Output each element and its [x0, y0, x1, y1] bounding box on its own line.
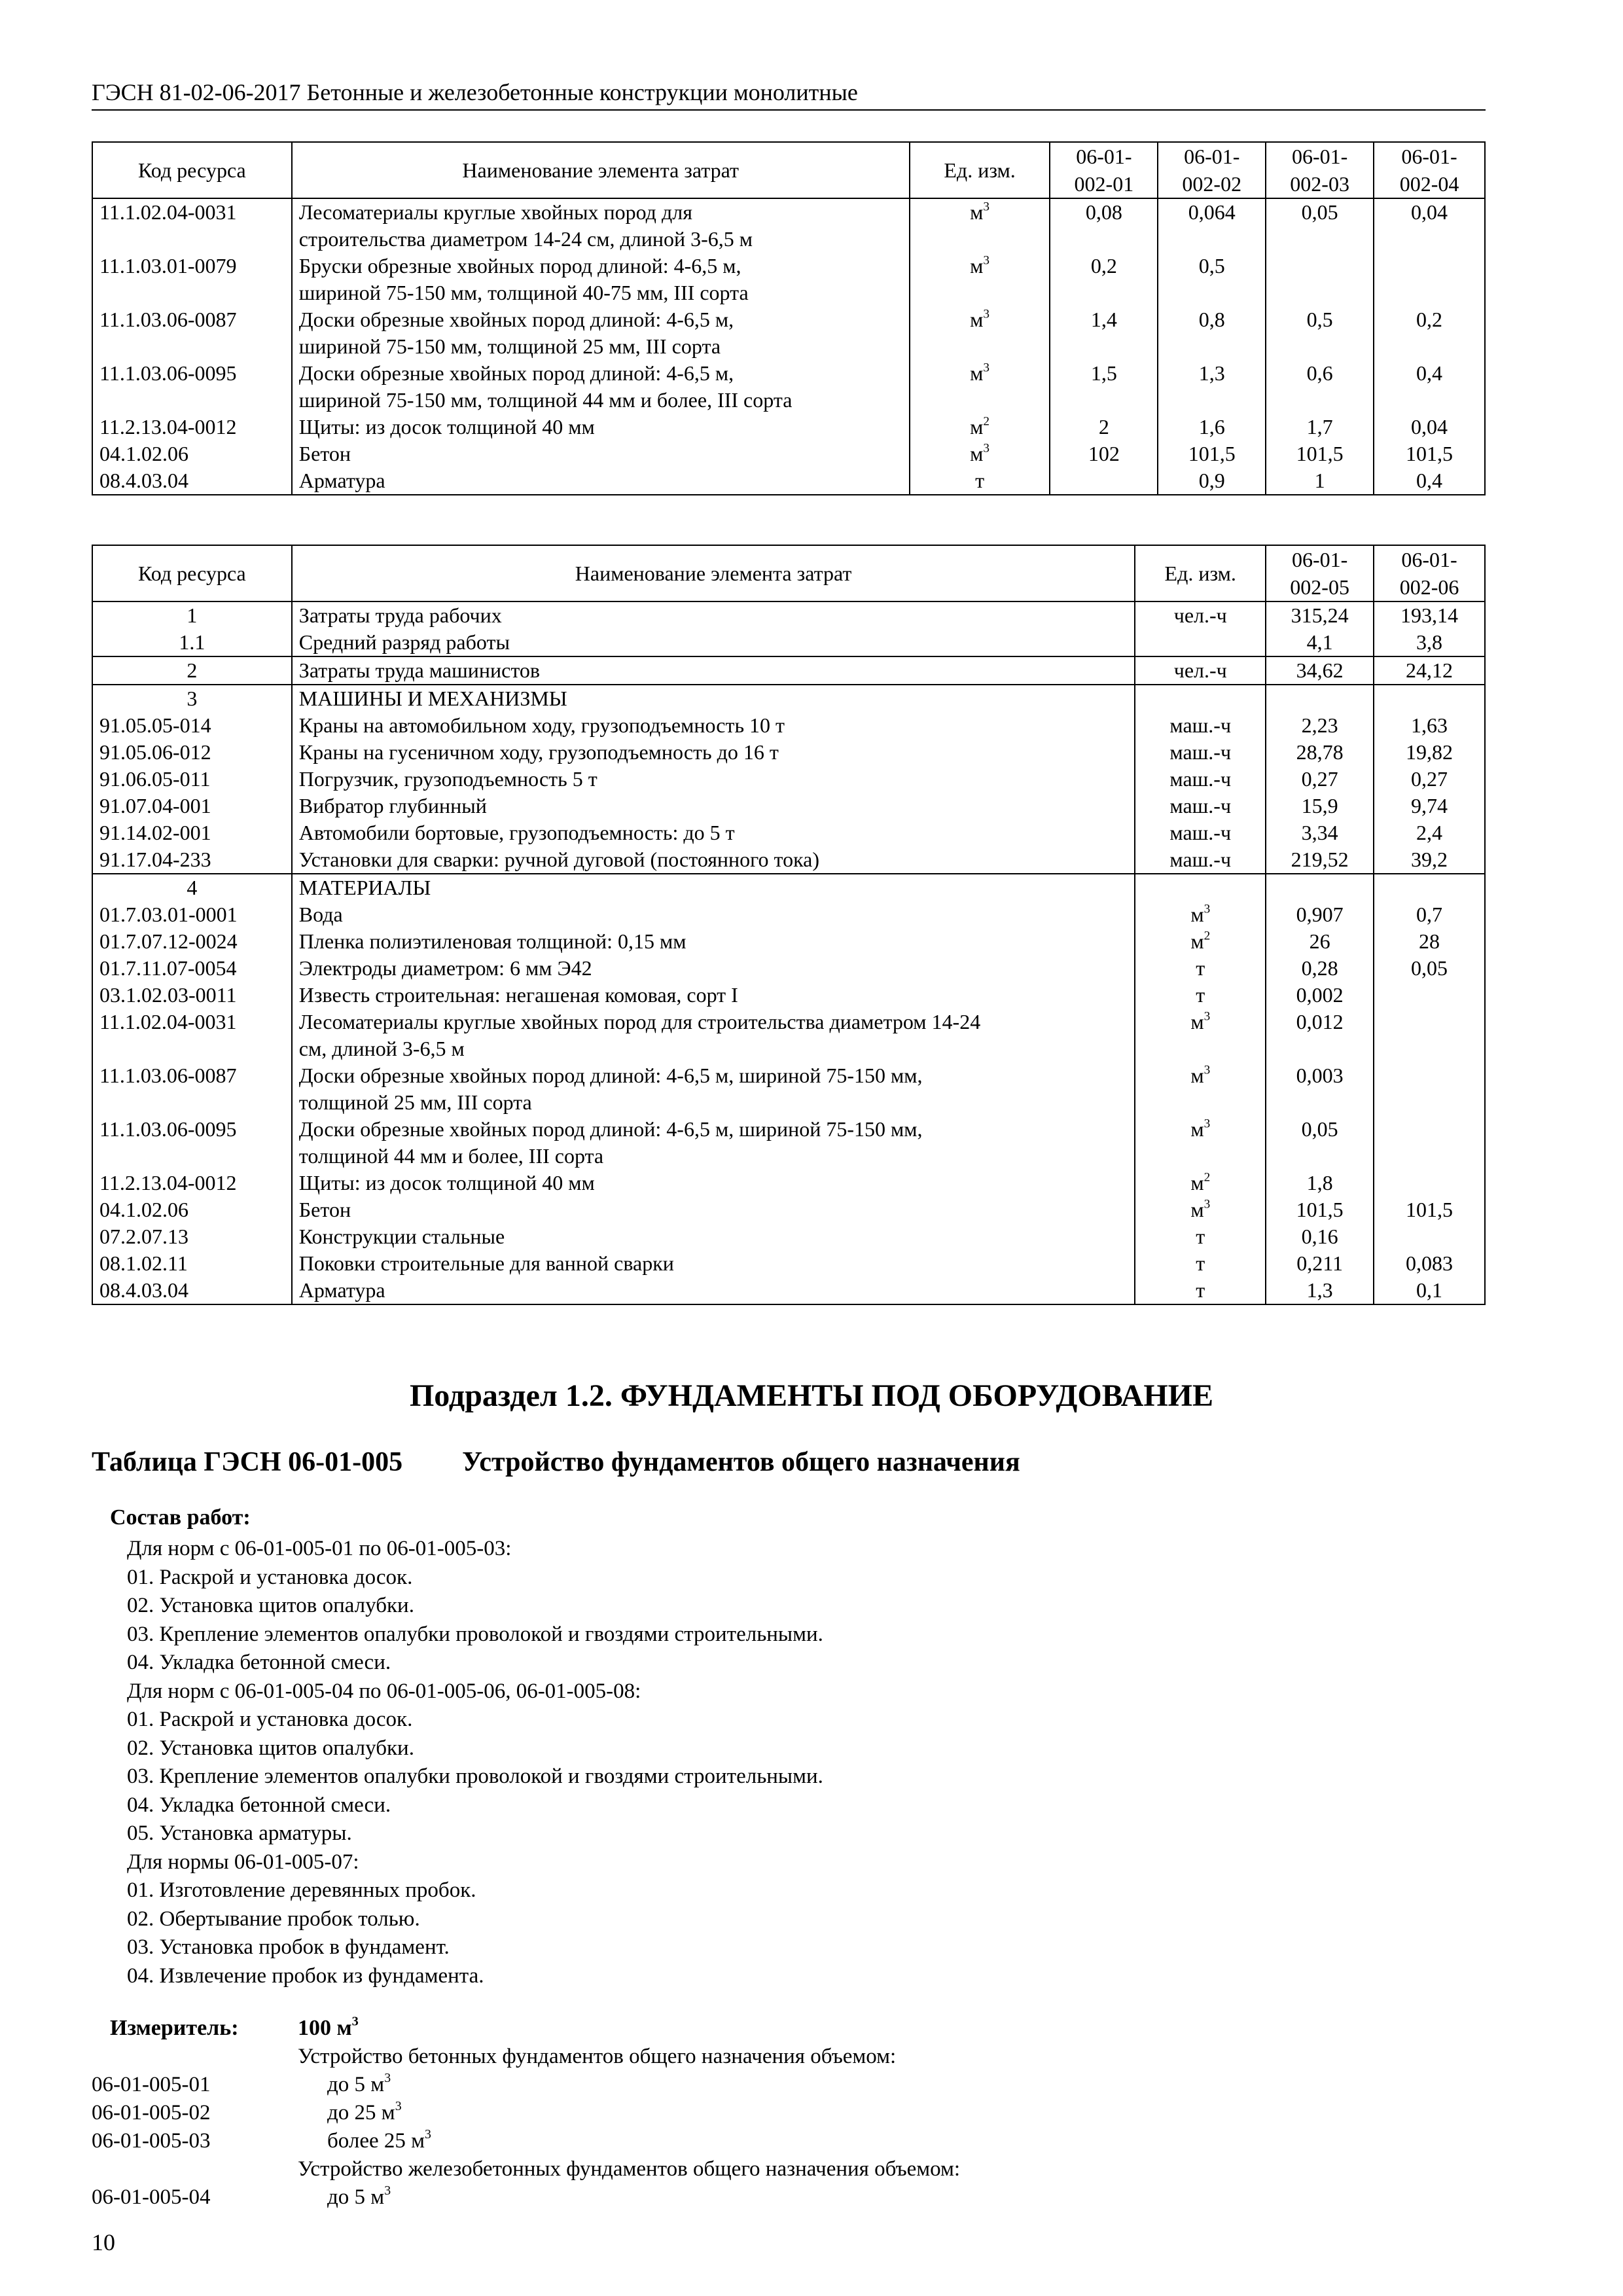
table-row — [92, 198, 1485, 253]
value-cell: 101,5 — [1158, 440, 1266, 467]
table-row — [92, 955, 1485, 982]
table-row — [92, 1223, 1485, 1250]
value-cell — [1374, 982, 1485, 1009]
norm-superscript: 3 — [384, 2071, 391, 2086]
unit-superscript: 3 — [983, 441, 990, 456]
work-step: 01. Изготовление деревянных пробок. — [127, 1878, 476, 1902]
resource-name: Доски обрезные хвойных пород длиной: 4-6,5 м, шириной 75-150 мм, толщиной 44 мм и более, III сорта — [292, 1116, 1135, 1170]
value-cell: 0,27 — [1266, 766, 1374, 793]
column-header: Ед. изм. — [910, 142, 1050, 198]
table-row — [92, 766, 1485, 793]
resource-code: 91.17.04-233 — [92, 846, 292, 874]
column-header: 06-01- 002-06 — [1374, 545, 1485, 601]
unit-cell — [1135, 928, 1266, 955]
resource-code: 08.4.03.04 — [92, 1277, 292, 1304]
norm-text: до 5 м — [327, 2185, 385, 2209]
resource-code: 11.1.03.06-0087 — [92, 306, 292, 360]
value-cell — [1374, 1009, 1485, 1062]
unit-cell — [1135, 712, 1266, 739]
unit-cell — [1135, 601, 1266, 629]
value-cell: 2 — [1050, 414, 1158, 440]
work-step: 03. Крепление элементов опалубки проволокой и гвоздями строительными. — [127, 1765, 823, 1788]
resource-code: 91.07.04-001 — [92, 793, 292, 819]
column-header: 06-01- 002-01 — [1050, 142, 1158, 198]
resource-name: Арматура — [292, 1277, 1135, 1304]
table-title — [92, 1446, 1020, 1478]
unit-cell — [1135, 874, 1266, 901]
resource-code: 08.4.03.04 — [92, 467, 292, 495]
value-cell: 1,63 — [1374, 712, 1485, 739]
resource-code: 11.1.02.04-0031 — [92, 198, 292, 253]
unit-cell — [910, 198, 1050, 253]
column-header: 06-01- 002-05 — [1266, 545, 1374, 601]
header-rule — [92, 109, 1486, 111]
unit-cell — [1135, 739, 1266, 766]
work-step: 03. Установка пробок в фундамент. — [127, 1935, 450, 1959]
value-cell — [1374, 1170, 1485, 1196]
resource-code: 91.05.06-012 — [92, 739, 292, 766]
resource-code: 11.2.13.04-0012 — [92, 414, 292, 440]
value-cell: 2,4 — [1374, 819, 1485, 846]
unit-text: м — [970, 442, 984, 465]
value-cell: 0,211 — [1266, 1250, 1374, 1277]
table-row — [92, 1277, 1485, 1304]
value-cell: 0,2 — [1374, 306, 1485, 360]
column-header: 06-01- 002-03 — [1266, 142, 1374, 198]
unit-cell — [1135, 955, 1266, 982]
value-cell — [1374, 1116, 1485, 1170]
value-cell: 4,1 — [1266, 629, 1374, 656]
value-cell: 0,1 — [1374, 1277, 1485, 1304]
table-row — [92, 819, 1485, 846]
unit-cell — [1135, 1116, 1266, 1170]
unit-cell — [910, 467, 1050, 495]
resource-code: 11.1.03.01-0079 — [92, 253, 292, 306]
value-cell: 0,05 — [1266, 1116, 1374, 1170]
unit-text: м — [1190, 1064, 1204, 1087]
table-row — [92, 901, 1485, 928]
value-cell: 102 — [1050, 440, 1158, 467]
table-row — [92, 793, 1485, 819]
unit-superscript: 3 — [983, 307, 990, 321]
unit-cell — [1135, 1170, 1266, 1196]
norm-code: 06-01-005-03 — [92, 2129, 211, 2153]
resource-name: Средний разряд работы — [292, 629, 1135, 656]
resource-name: МАШИНЫ И МЕХАНИЗМЫ — [292, 685, 1135, 712]
norm-code: 06-01-005-01 — [92, 2073, 211, 2096]
work-composition-list — [127, 1535, 823, 1990]
resource-code: 91.14.02-001 — [92, 819, 292, 846]
resource-name: Щиты: из досок толщиной 40 мм — [292, 414, 910, 440]
table-row — [92, 656, 1485, 685]
value-cell: 0,064 — [1158, 198, 1266, 253]
work-step: 01. Раскрой и установка досок. — [127, 1565, 413, 1589]
table-row — [92, 928, 1485, 955]
resource-code: 11.2.13.04-0012 — [92, 1170, 292, 1196]
norm-text: до 5 м — [327, 2073, 385, 2096]
resource-name: МАТЕРИАЛЫ — [292, 874, 1135, 901]
resource-code: 01.7.03.01-0001 — [92, 901, 292, 928]
table-row — [92, 1250, 1485, 1277]
unit-text: маш.-ч — [1169, 821, 1232, 844]
table-row — [92, 1116, 1485, 1170]
resource-name: Краны на гусеничном ходу, грузоподъемность до 16 т — [292, 739, 1135, 766]
value-cell: 15,9 — [1266, 793, 1374, 819]
value-cell — [1374, 1062, 1485, 1116]
unit-text: м — [970, 200, 984, 224]
resource-name: Известь строительная: негашеная комовая, сорт I — [292, 982, 1135, 1009]
unit-superscript: 3 — [1204, 1063, 1211, 1077]
resource-code: 01.7.11.07-0054 — [92, 955, 292, 982]
unit-cell — [1135, 982, 1266, 1009]
value-cell: 28 — [1374, 928, 1485, 955]
column-header: 06-01- 002-04 — [1374, 142, 1485, 198]
value-cell: 101,5 — [1266, 1196, 1374, 1223]
value-cell: 0,08 — [1050, 198, 1158, 253]
resource-name: Установки для сварки: ручной дуговой (постоянного тока) — [292, 846, 1135, 874]
resource-name: Бетон — [292, 440, 910, 467]
value-cell: 101,5 — [1374, 1196, 1485, 1223]
table-row — [92, 846, 1485, 874]
work-step: 04. Укладка бетонной смеси. — [127, 1651, 391, 1674]
unit-superscript: 3 — [983, 361, 990, 375]
value-cell: 0,16 — [1266, 1223, 1374, 1250]
value-cell: 1,5 — [1050, 360, 1158, 414]
value-cell: 0,04 — [1374, 414, 1485, 440]
resource-name: Доски обрезные хвойных пород длиной: 4-6,5 м, шириной 75-150 мм, толщиной 44 мм и более, III сорта — [292, 360, 910, 414]
resource-name: Вода — [292, 901, 1135, 928]
unit-superscript: 3 — [1204, 1197, 1211, 1211]
value-cell: 0,7 — [1374, 901, 1485, 928]
resource-name: Бруски обрезные хвойных пород длиной: 4-6,5 м, шириной 75-150 мм, толщиной 40-75 мм, III сорта — [292, 253, 910, 306]
unit-cell — [1135, 685, 1266, 712]
value-cell — [1050, 467, 1158, 495]
unit-cell — [1135, 629, 1266, 656]
unit-cell — [1135, 819, 1266, 846]
resource-name: Конструкции стальные — [292, 1223, 1135, 1250]
resource-code: 07.2.07.13 — [92, 1223, 292, 1250]
value-cell: 34,62 — [1266, 656, 1374, 685]
table-row — [92, 360, 1485, 414]
value-cell: 1,8 — [1266, 1170, 1374, 1196]
unit-text: маш.-ч — [1169, 713, 1232, 737]
value-cell: 39,2 — [1374, 846, 1485, 874]
value-cell: 0,083 — [1374, 1250, 1485, 1277]
resource-name: Краны на автомобильном ходу, грузоподъемность 10 т — [292, 712, 1135, 739]
value-cell: 0,05 — [1374, 955, 1485, 982]
value-cell: 101,5 — [1374, 440, 1485, 467]
value-cell: 0,27 — [1374, 766, 1485, 793]
value-cell: 0,6 — [1266, 360, 1374, 414]
table-row — [92, 712, 1485, 739]
unit-text: м — [1190, 903, 1204, 926]
resource-code: 1.1 — [92, 629, 292, 656]
unit-cell — [1135, 1223, 1266, 1250]
norm-description — [298, 2045, 896, 2069]
resource-name: Бетон — [292, 1196, 1135, 1223]
column-header: 06-01- 002-02 — [1158, 142, 1266, 198]
value-cell: 1,6 — [1158, 414, 1266, 440]
work-step: Для норм с 06-01-005-04 по 06-01-005-06, 06-01-005-08: — [127, 1679, 641, 1703]
table-row — [92, 306, 1485, 360]
unit-superscript: 2 — [1204, 929, 1211, 943]
resource-code: 11.1.03.06-0095 — [92, 1116, 292, 1170]
measurer-label: Измеритель: — [110, 2016, 239, 2040]
value-cell: 19,82 — [1374, 739, 1485, 766]
unit-cell — [910, 440, 1050, 467]
value-cell: 0,012 — [1266, 1009, 1374, 1062]
column-header: Код ресурса — [92, 545, 292, 601]
resource-name: Доски обрезные хвойных пород длиной: 4-6,5 м, шириной 75-150 мм, толщиной 25 мм, III сорта — [292, 1062, 1135, 1116]
value-cell: 219,52 — [1266, 846, 1374, 874]
norm-description — [298, 2157, 960, 2181]
table-row — [92, 440, 1485, 467]
unit-text: м — [970, 415, 984, 439]
value-cell: 0,04 — [1374, 198, 1485, 253]
value-cell — [1266, 253, 1374, 306]
measurer-value: 100 $м^3$ — [298, 2014, 359, 2040]
unit-text: м — [1190, 1198, 1204, 1221]
norm-superscript: 3 — [425, 2127, 431, 2142]
work-step: 01. Раскрой и установка досок. — [127, 1708, 413, 1731]
unit-cell — [1135, 1250, 1266, 1277]
value-cell: 2,23 — [1266, 712, 1374, 739]
work-step: 04. Извлечение пробок из фундамента. — [127, 1964, 484, 1988]
resource-name: Затраты труда рабочих — [292, 601, 1135, 629]
unit-superscript: 3 — [983, 200, 990, 214]
resource-code: 91.05.05-014 — [92, 712, 292, 739]
page-number: 10 — [92, 2229, 115, 2255]
unit-cell — [910, 253, 1050, 306]
unit-text: м — [1190, 1117, 1204, 1141]
resource-code: 11.1.03.06-0095 — [92, 360, 292, 414]
value-cell: 28,78 — [1266, 739, 1374, 766]
norm-code: 06-01-005-04 — [92, 2185, 211, 2209]
norm-text: более 25 м — [327, 2129, 425, 2153]
value-cell: 24,12 — [1374, 656, 1485, 685]
table-row — [92, 1009, 1485, 1062]
resource-code: 01.7.07.12-0024 — [92, 928, 292, 955]
value-cell: 1,4 — [1050, 306, 1158, 360]
value-cell: 1 — [1266, 467, 1374, 495]
unit-text: т — [1196, 983, 1205, 1007]
value-cell: 193,14 — [1374, 601, 1485, 629]
column-header: Ед. изм. — [1135, 545, 1266, 601]
work-step: 02. Установка щитов опалубки. — [127, 1736, 414, 1760]
table-row — [92, 253, 1485, 306]
resource-code: 04.1.02.06 — [92, 440, 292, 467]
unit-text: т — [1196, 956, 1205, 980]
unit-cell — [1135, 1196, 1266, 1223]
unit-cell — [1135, 766, 1266, 793]
table-row — [92, 467, 1485, 495]
value-cell: 0,003 — [1266, 1062, 1374, 1116]
resource-name: Вибратор глубинный — [292, 793, 1135, 819]
unit-text: м — [1190, 929, 1204, 953]
column-header: Наименование элемента затрат — [292, 545, 1135, 601]
resource-name: Арматура — [292, 467, 910, 495]
resource-code: 11.1.02.04-0031 — [92, 1009, 292, 1062]
subsection-title: Подраздел 1.2. ФУНДАМЕНТЫ ПОД ОБОРУДОВАНИЕ — [409, 1378, 1214, 1413]
table-row — [92, 1062, 1485, 1116]
resource-code: 08.1.02.11 — [92, 1250, 292, 1277]
unit-text: т — [1196, 1225, 1205, 1248]
resource-table-2 — [92, 545, 1486, 1305]
unit-text: м — [970, 254, 984, 278]
work-step: 02. Установка щитов опалубки. — [127, 1594, 414, 1617]
resource-name: Автомобили бортовые, грузоподъемность: до 5 т — [292, 819, 1135, 846]
unit-superscript: 2 — [983, 414, 990, 429]
value-cell: 0,4 — [1374, 360, 1485, 414]
unit-cell — [1135, 1062, 1266, 1116]
resource-code: 1 — [92, 601, 292, 629]
work-composition-heading: Состав работ: — [110, 1505, 251, 1530]
unit-superscript: 2 — [1204, 1170, 1211, 1185]
unit-text: чел.-ч — [1173, 603, 1227, 627]
resource-code: 03.1.02.03-0011 — [92, 982, 292, 1009]
norm-description — [327, 2129, 431, 2153]
resource-name: Пленка полиэтиленовая толщиной: 0,15 мм — [292, 928, 1135, 955]
value-cell: 0,8 — [1158, 306, 1266, 360]
resource-name: Электроды диаметром: 6 мм Э42 — [292, 955, 1135, 982]
unit-superscript: 3 — [1204, 902, 1211, 916]
column-header: Наименование элемента затрат — [292, 142, 910, 198]
resource-code: 2 — [92, 656, 292, 685]
norm-text: Устройство бетонных фундаментов общего назначения объемом: — [298, 2045, 897, 2068]
unit-text: м — [970, 308, 984, 331]
table-row — [92, 414, 1485, 440]
unit-superscript: 3 — [1204, 1009, 1211, 1024]
value-cell: 101,5 — [1266, 440, 1374, 467]
value-cell: 0,28 — [1266, 955, 1374, 982]
unit-text: маш.-ч — [1169, 794, 1232, 817]
table-title-text: Устройство фундаментов общего назначения — [462, 1447, 1020, 1477]
value-cell: 0,5 — [1158, 253, 1266, 306]
work-step: 02. Обертывание пробок толью. — [127, 1907, 420, 1931]
unit-superscript: 3 — [1204, 1117, 1211, 1131]
unit-text: чел.-ч — [1173, 658, 1227, 682]
unit-cell — [910, 414, 1050, 440]
norm-text: до 25 м — [327, 2101, 395, 2125]
resource-name: Лесоматериалы круглые хвойных пород для строительства диаметром 14-24 см, длиной 3-6,5 м — [292, 1009, 1135, 1062]
value-cell: 9,74 — [1374, 793, 1485, 819]
value-cell: 1,7 — [1266, 414, 1374, 440]
value-cell: 1,3 — [1266, 1277, 1374, 1304]
value-cell — [1266, 874, 1374, 901]
resource-name: Затраты труда машинистов — [292, 656, 1135, 685]
resource-table-1 — [92, 141, 1486, 495]
table-row — [92, 1170, 1485, 1196]
resource-name: Щиты: из досок толщиной 40 мм — [292, 1170, 1135, 1196]
value-cell: 3,34 — [1266, 819, 1374, 846]
value-cell: 0,05 — [1266, 198, 1374, 253]
running-header: ГЭСН 81-02-06-2017 Бетонные и железобетонные конструкции монолитные — [92, 79, 858, 105]
value-cell: 0,5 — [1266, 306, 1374, 360]
work-step: 04. Укладка бетонной смеси. — [127, 1793, 391, 1817]
work-step: Для норм с 06-01-005-01 по 06-01-005-03: — [127, 1537, 512, 1560]
work-step: 05. Установка арматуры. — [127, 1821, 352, 1845]
table-row — [92, 874, 1485, 901]
unit-text: маш.-ч — [1169, 740, 1232, 764]
table-row — [92, 739, 1485, 766]
value-cell: 0,907 — [1266, 901, 1374, 928]
unit-cell — [1135, 901, 1266, 928]
value-cell: 0,4 — [1374, 467, 1485, 495]
unit-cell — [1135, 1009, 1266, 1062]
value-cell: 3,8 — [1374, 629, 1485, 656]
norm-description — [327, 2101, 402, 2125]
work-step: Для нормы 06-01-005-07: — [127, 1850, 359, 1874]
table-row — [92, 601, 1485, 629]
value-cell — [1374, 874, 1485, 901]
value-cell — [1266, 685, 1374, 712]
resource-code: 04.1.02.06 — [92, 1196, 292, 1223]
resource-name: Поковки строительные для ванной сварки — [292, 1250, 1135, 1277]
unit-text: т — [1196, 1251, 1205, 1275]
resource-name: Лесоматериалы круглые хвойных пород для строительства диаметром 14-24 см, длиной 3-6,5 м — [292, 198, 910, 253]
unit-text: маш.-ч — [1169, 848, 1232, 871]
value-cell: 0,2 — [1050, 253, 1158, 306]
unit-cell — [910, 360, 1050, 414]
unit-cell — [910, 306, 1050, 360]
norm-superscript: 3 — [395, 2099, 402, 2114]
norm-text: Устройство железобетонных фундаментов общего назначения объемом: — [298, 2157, 961, 2181]
column-header: Код ресурса — [92, 142, 292, 198]
unit-cell — [1135, 656, 1266, 685]
resource-code: 4 — [92, 874, 292, 901]
unit-text: т — [975, 469, 985, 492]
resource-code: 11.1.03.06-0087 — [92, 1062, 292, 1116]
value-cell — [1374, 253, 1485, 306]
norm-description — [327, 2073, 391, 2097]
unit-text: м — [970, 361, 984, 385]
resource-name: Доски обрезные хвойных пород длиной: 4-6,5 м, шириной 75-150 мм, толщиной 25 мм, III сорта — [292, 306, 910, 360]
unit-text: т — [1196, 1278, 1205, 1302]
unit-cell — [1135, 793, 1266, 819]
value-cell: 1,3 — [1158, 360, 1266, 414]
value-cell: 315,24 — [1266, 601, 1374, 629]
table-row — [92, 685, 1485, 712]
value-cell: 0,002 — [1266, 982, 1374, 1009]
norm-superscript: 3 — [384, 2183, 391, 2198]
norm-code: 06-01-005-02 — [92, 2101, 211, 2125]
unit-text: м — [1190, 1171, 1204, 1194]
value-cell: 0,9 — [1158, 467, 1266, 495]
resource-code: 91.06.05-011 — [92, 766, 292, 793]
resource-name: Погрузчик, грузоподъемность 5 т — [292, 766, 1135, 793]
unit-superscript: 3 — [983, 253, 990, 268]
value-cell — [1374, 1223, 1485, 1250]
resource-code: 3 — [92, 685, 292, 712]
table-row — [92, 982, 1485, 1009]
norm-description — [327, 2185, 391, 2210]
work-step: 03. Крепление элементов опалубки проволокой и гвоздями строительными. — [127, 1622, 823, 1646]
unit-text: маш.-ч — [1169, 767, 1232, 791]
unit-cell — [1135, 846, 1266, 874]
unit-text: м — [1190, 1010, 1204, 1033]
table-title-code: Таблица ГЭСН 06-01-005 — [92, 1447, 403, 1477]
value-cell: 26 — [1266, 928, 1374, 955]
table-row — [92, 629, 1485, 656]
value-cell — [1374, 685, 1485, 712]
table-row — [92, 1196, 1485, 1223]
unit-cell — [1135, 1277, 1266, 1304]
